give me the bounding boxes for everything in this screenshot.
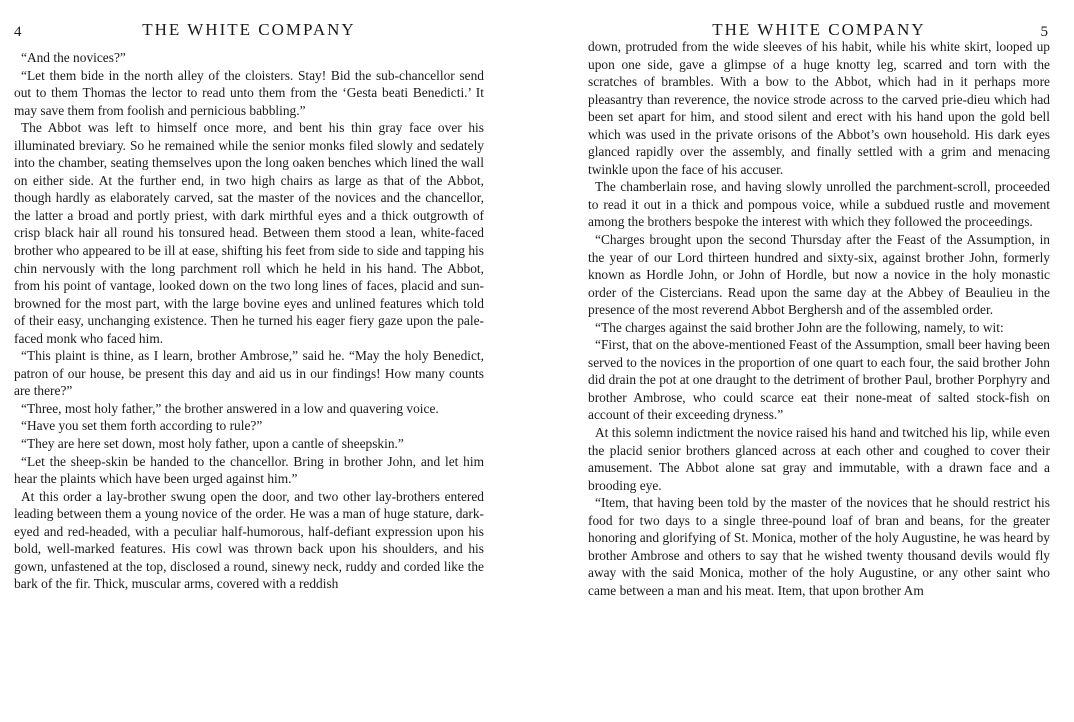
right-page-number: 5 (1040, 24, 1048, 40)
continuation-paragraph: down, protruded from the wide sleeves of his habit, while his white skirt, looped up upon one side, gave a glimpse of a huge knotty leg, scarred and torn with the scratches of brambles. With a bow to the Abbot, which had in it perhaps more pleasantry than reverence, the novice strode across to the carved prie-dieu which had been set apart for him, and stood silent and erect with his hand upon the gold bell which was used in the private orisons of the Abbot’s own household. His dark eyes glanced rapidly over the assembly, and finally settled with a grim and menacing twinkle upon the face of his accuser. (588, 39, 1050, 177)
left-running-head (14, 20, 484, 44)
paragraph: “The charges against the said brother John are the following, namely, to wit: (595, 319, 1004, 335)
paragraph: “First, that on the above-mentioned Feast of the Assumption, small beer having been served to the novices in the proportion of one quart to each four, the said brother John did drain the pot at one draught to the detriment of brother Paul, brother Porphyry and brother Ambrose, who could scarce eat their none-meat of salted stock-fish on account of their exceeding dryness.” (588, 337, 1050, 423)
paragraph: At this order a lay-brother swung open the door, and two other lay-brothers entered leading between them a young novice of the order. He was a man of huge stature, dark-eyed and red-headed, with a peculiar half-humorous, half-defiant expression upon his bold, well-marked features. His cowl was thrown back upon his shoulders, and his gown, unfastened at the top, disclosed a round, sinewy neck, ruddy and corded like the bark of the fir. Thick, muscular arms, covered with a reddish (14, 488, 484, 592)
left-page-number: 4 (14, 24, 22, 40)
paragraph: “Have you set them forth according to rule?” (21, 418, 263, 434)
right-running-title: THE WHITE COMPANY (712, 20, 926, 39)
paragraph: “Let them bide in the north alley of the cloisters. Stay! Bid the sub-chancellor send out to them Thomas the lector to read unto them from the ‘Gesta beati Benedicti.’ It may save them from foolish and pernicious babbling.” (14, 67, 484, 118)
paragraph: The chamberlain rose, and having slowly unrolled the parchment-scroll, proceeded to read it out in a thick and pompous voice, while a subdued rustle and movement among the brothers bespoke the interest with which they followed the proceedings. (588, 179, 1050, 230)
paragraph: At this solemn indictment the novice raised his hand and twitched his lip, while even the placid senior brothers glanced across at each other and coughed to cover their amusement. The Abbot alone sat gray and immutable, with a drawn face and a brooding eye. (588, 425, 1050, 493)
right-page (588, 0, 1050, 722)
right-body-text (588, 38, 1050, 600)
paragraph: “Item, that having been told by the master of the novices that he should restrict his food for two days to a single three-pound loaf of bran and beans, for the greater honoring and glorifying of St. Monica, mother of the holy Augustine, he was heard by brother Ambrose and others to say that he wished twenty thousand devils would fly away with the said Monica, mother of the holy Augustine, or any other saint who came between a man and his meat. Item, that upon brother Am (588, 495, 1050, 598)
paragraph: “Let the sheep-skin be handed to the chancellor. Bring in brother John, and let him hear the plaints which have been urged against him.” (14, 453, 484, 487)
paragraph: “Three, most holy father,” the brother answered in a low and quavering voice. (21, 400, 439, 416)
paragraph: “Charges brought upon the second Thursday after the Feast of the Assumption, in the year of our Lord thirteen hundred and sixty-six, against brother John, formerly known as Hordle John, or John of Hordle, but now a novice in the holy monastic order of the Cistercians. Read upon the same day at the Abbey of Beaulieu in the presence of the most reverend Abbot Berghersh and of the assembled order. (588, 232, 1050, 318)
left-body-text (14, 49, 484, 593)
paragraph: The Abbot was left to himself once more, and bent his thin gray face over his illuminated breviary. So he remained while the senior monks filed slowly and sedately into the chamber, seating themselves upon the long oaken benches which lined the wall on either side. At the further end, in two high chairs as large as that of the Abbot, though hardly as elaborately carved, sat the master of the novices and the chancellor, the latter a broad and portly priest, with dark mirthful eyes and a thick outgrowth of crisp black hair all round his tonsured head. Between them stood a lean, white-faced brother who appeared to be ill at ease, shifting his feet from side to side and tapping his chin nervously with the long parchment roll which he held in his hand. The Abbot, from his point of vantage, looked down on the two long lines of faces, placid and sun-browned for the most part, with the large bovine eyes and unlined features which told of their easy, unchanging existence. Then he turned his eager fiery gaze upon the pale-faced monk who faced him. (14, 120, 484, 346)
paragraph: “And the novices?” (21, 50, 126, 65)
left-running-title: THE WHITE COMPANY (142, 20, 356, 39)
left-page (14, 0, 484, 722)
paragraph: “This plaint is thine, as I learn, brother Ambrose,” said he. “May the holy Benedict, patron of our house, be present this day and aid us in our findings! How many counts are there?” (14, 348, 484, 399)
right-running-head (588, 20, 1050, 44)
paragraph: “They are here set down, most holy father, upon a cantle of sheepskin.” (21, 436, 404, 452)
